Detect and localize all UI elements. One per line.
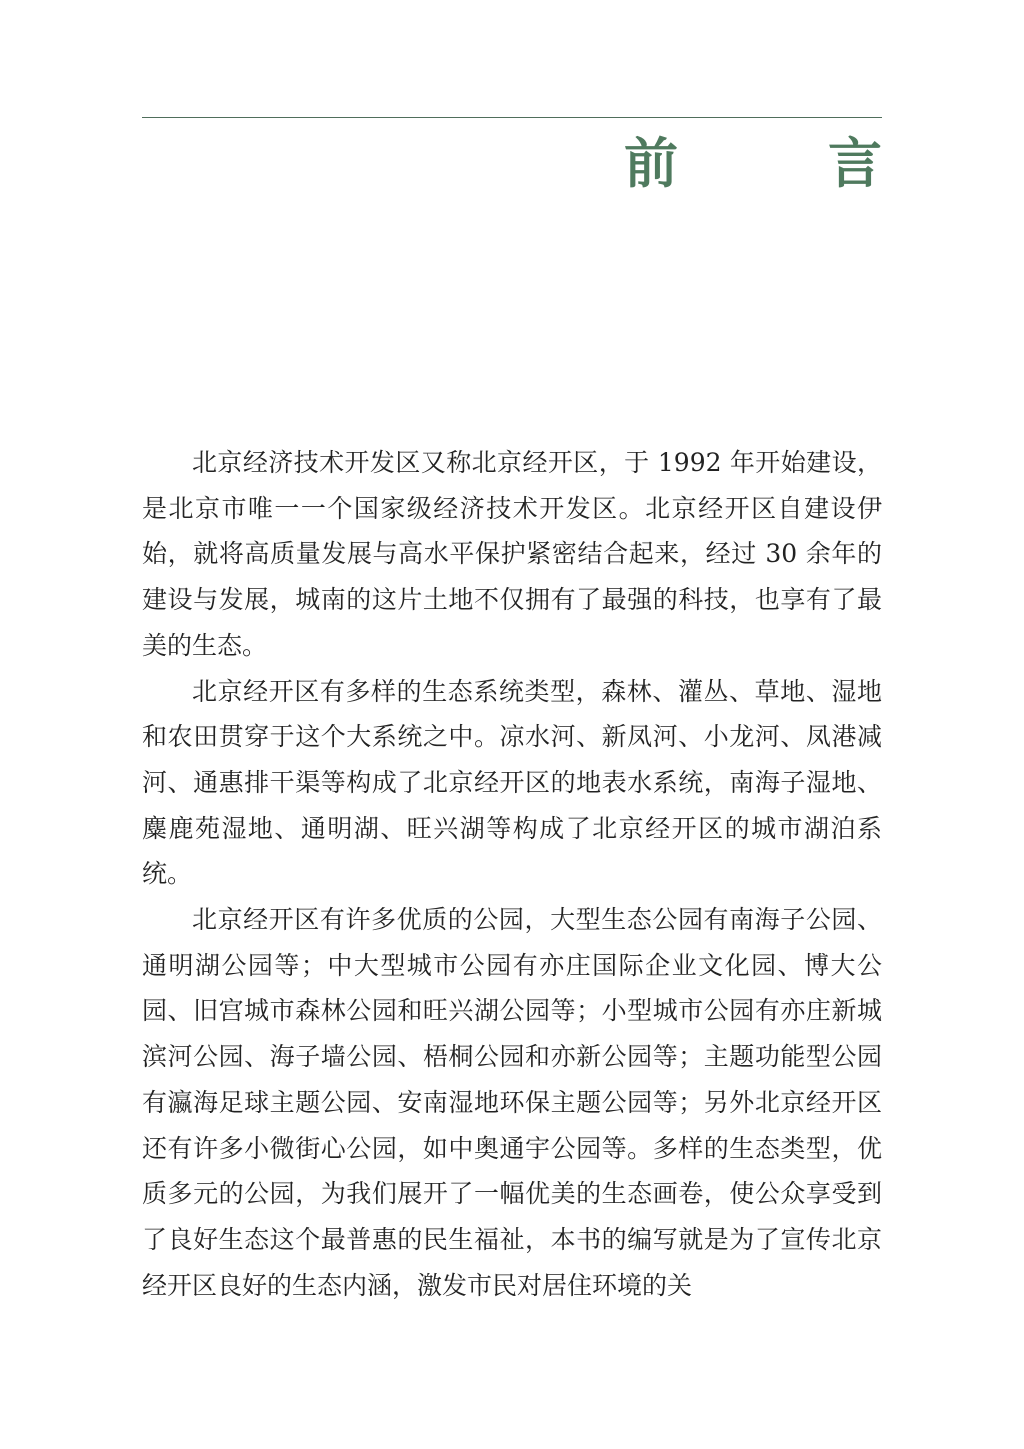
paragraph-1: 北京经济技术开发区又称北京经开区，于 1992 年开始建设，是北京市唯一一个国家级经济技术开发区。北京经开区自建设伊始，就将高质量发展与高水平保护紧密结合起来，经过 30 余年的建设与发展，城南的这片土地不仅拥有了最强的科技，也享有了最美的生态。 bbox=[142, 448, 882, 660]
header-rule bbox=[142, 117, 882, 118]
paragraph-2: 北京经开区有多样的生态系统类型，森林、灌丛、草地、湿地和农田贯穿于这个大系统之中。凉水河、新凤河、小龙河、凤港减河、通惠排干渠等构成了北京经开区的地表水系统，南海子湿地、麋鹿苑湿地、通明湖、旺兴湖等构成了北京经开区的城市湖泊系统。 bbox=[142, 676, 882, 889]
preface-body bbox=[142, 440, 882, 1308]
page-title: 前 言 bbox=[624, 131, 930, 195]
paragraph-3: 北京经开区有许多优质的公园，大型生态公园有南海子公园、通明湖公园等；中大型城市公园有亦庄国际企业文化园、博大公园、旧宫城市森林公园和旺兴湖公园等；小型城市公园有亦庄新城滨河公园、海子墙公园、梧桐公园和亦新公园等；主题功能型公园有瀛海足球主题公园、安南湿地环保主题公园等；另外北京经开区还有许多小微街心公园，如中奥通宇公园等。多样的生态类型，优质多元的公园，为我们展开了一幅优美的生态画卷，使公众享受到了良好生态这个最普惠的民生福祉，本书的编写就是为了宣传北京经开区良好的生态内涵，激发市民对居住环境的关 bbox=[142, 905, 882, 1300]
